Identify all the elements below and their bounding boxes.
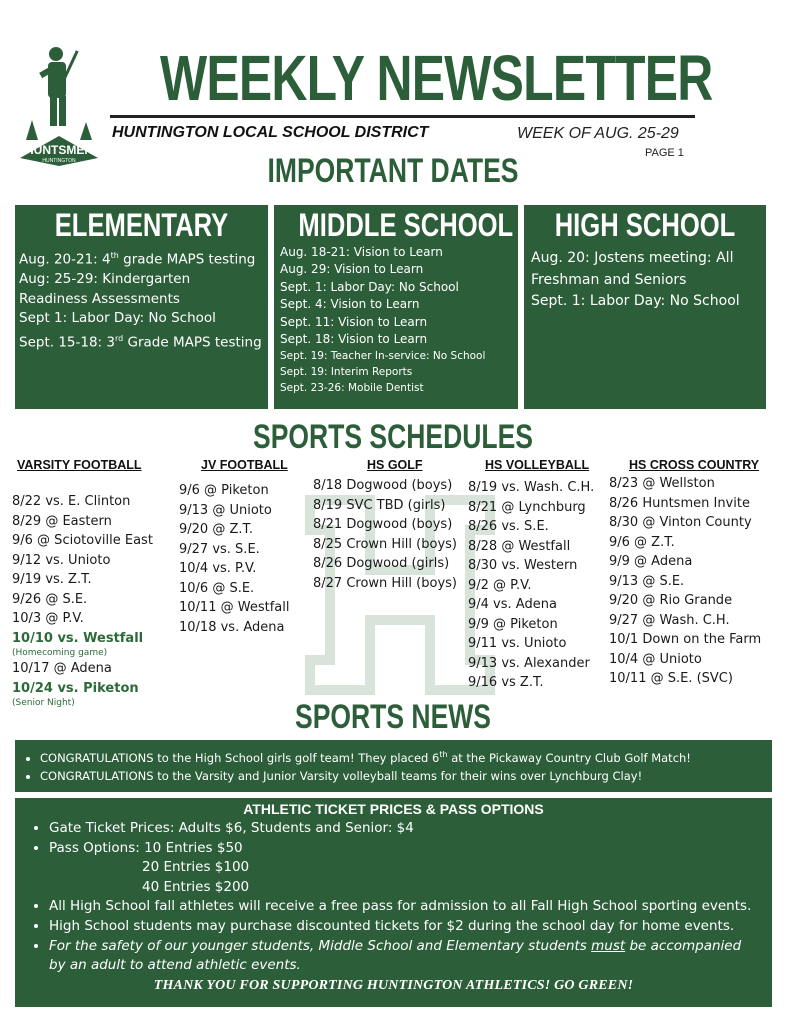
meet-item: 10/11 @ S.E. (SVC)	[609, 671, 733, 686]
game-item: 8/28 @ Westfall	[468, 538, 571, 554]
varsity-football-column	[12, 458, 153, 709]
varsity-football-heading: VARSITY FOOTBALL	[17, 458, 142, 472]
important-dates-heading: IMPORTANT DATES	[267, 152, 519, 190]
hs-volleyball-column	[468, 458, 594, 693]
match-item: 8/27 Crown Hill (boys)	[313, 575, 457, 591]
high-school-box	[524, 205, 766, 409]
game-item: 9/26 @ S.E.	[12, 591, 88, 607]
page-number: PAGE 1	[645, 147, 684, 159]
middle-item: Sept. 11: Vision to Learn	[280, 314, 428, 329]
match-item: 8/18 Dogwood (boys)	[313, 478, 453, 493]
match-item: 8/25 Crown Hill (boys)	[313, 536, 457, 552]
high-item: Sept. 1: Labor Day: No School	[531, 293, 740, 309]
elementary-box	[15, 205, 268, 409]
elementary-item: Aug. 20-21: 4th grade MAPS testing	[19, 251, 256, 268]
meet-item: 9/9 @ Adena	[609, 554, 693, 569]
game-note: (Senior Night)	[12, 698, 75, 708]
game-item: 9/12 vs. Unioto	[12, 552, 111, 568]
game-item: 8/21 @ Lynchburg	[468, 499, 586, 515]
middle-item: Aug. 18-21: Vision to Learn	[280, 245, 443, 259]
middle-item: Aug. 29: Vision to Learn	[280, 262, 424, 277]
week-of: WEEK OF AUG. 25-29	[517, 125, 679, 142]
elementary-heading: ELEMENTARY	[54, 207, 229, 243]
game-item: 10/10 vs. Westfall	[12, 630, 144, 646]
ticket-item: • Gate Ticket Prices: Adults $6, Students and Senior: $4	[49, 819, 772, 839]
elementary-item: Sept. 15-18: 3rd Grade MAPS testing	[19, 333, 262, 351]
match-item: 8/21 Dogwood (boys)	[313, 517, 453, 532]
meet-item: 9/13 @ S.E.	[609, 573, 685, 589]
svg-text:HUNTSMEN: HUNTSMEN	[25, 143, 93, 157]
meet-item: 10/4 @ Unioto	[609, 651, 702, 667]
hs-cross-country-heading: HS CROSS COUNTRY	[629, 458, 760, 472]
middle-school-box	[274, 205, 518, 409]
meet-item: 8/30 @ Vinton County	[609, 515, 752, 530]
sports-schedules-heading: SPORTS SCHEDULES	[253, 418, 533, 456]
hs-golf-heading: HS GOLF	[367, 458, 423, 472]
game-item: 10/24 vs. Piketon	[12, 680, 139, 696]
game-note: (Homecoming game)	[12, 648, 108, 658]
game-item: 9/2 @ P.V.	[468, 577, 532, 593]
middle-item: Sept. 1: Labor Day: No School	[280, 279, 459, 294]
sports-news-box	[15, 740, 772, 792]
elementary-item: Aug: 25-29: Kindergarten Readiness Assessments	[19, 271, 191, 307]
game-item: 10/4 vs. P.V.	[179, 561, 257, 576]
game-item: 9/9 @ Piketon	[468, 616, 558, 632]
elementary-item: Sept 1: Labor Day: No School	[19, 310, 216, 327]
game-item: 10/18 vs. Adena	[179, 619, 285, 635]
sports-news-heading: SPORTS NEWS	[295, 698, 491, 736]
game-item: 8/26 vs. S.E.	[468, 519, 549, 534]
newsletter-title: WEEKLY NEWSLETTER	[160, 42, 713, 114]
game-item: 9/13 vs. Alexander	[468, 655, 590, 671]
meet-item: 8/23 @ Wellston	[609, 476, 715, 491]
hs-volleyball-heading: HS VOLLEYBALL	[485, 458, 590, 472]
ticket-item: • Pass Options: 10 Entries $50	[49, 839, 772, 859]
svg-text:HUNTINGTON: HUNTINGTON	[42, 158, 76, 164]
game-item: 10/6 @ S.E.	[179, 580, 255, 596]
match-item: 8/19 SVC TBD (girls)	[313, 497, 446, 513]
game-item: 8/22 vs. E. Clinton	[12, 494, 131, 509]
high-item: Aug. 20: Jostens meeting: All Freshman and Seniors	[531, 250, 734, 288]
middle-item: Sept. 19: Teacher In-service: No School	[280, 350, 486, 363]
game-item: 9/6 @ Sciotoville East	[12, 533, 153, 548]
huntsmen-logo	[20, 40, 98, 166]
game-item: 9/6 @ Piketon	[179, 483, 269, 498]
meet-item: 9/20 @ Rio Grande	[609, 593, 733, 608]
game-item: 10/17 @ Adena	[12, 661, 112, 676]
meet-item: 9/27 @ Wash. C.H.	[609, 612, 730, 628]
meet-item: 9/6 @ Z.T.	[609, 534, 675, 550]
game-item: 8/19 vs. Wash. C.H.	[468, 480, 595, 495]
title-divider	[110, 115, 695, 118]
game-item: 10/3 @ P.V.	[12, 611, 84, 626]
ticket-item: • For the safety of our younger students, Middle School and Elementary students must be accompanied by an adult to attend athletic events.	[49, 937, 772, 976]
jv-football-heading: JV FOOTBALL	[201, 458, 288, 472]
middle-item: Sept. 19: Interim Reports	[280, 366, 413, 379]
ticket-prices-box	[15, 798, 772, 1007]
game-item: 9/16 vs Z.T.	[468, 675, 544, 690]
game-item: 10/11 @ Westfall	[179, 600, 290, 615]
news-item: • CONGRATULATIONS to the Varsity and Junior Varsity volleyball teams for their wins over Lynchburg Clay!	[40, 767, 772, 785]
district-name: HUNTINGTON LOCAL SCHOOL DISTRICT	[112, 124, 429, 141]
middle-item: Sept. 23-26: Mobile Dentist	[280, 382, 424, 395]
jv-football-column	[179, 458, 289, 637]
game-item: 8/30 vs. Western	[468, 558, 578, 573]
game-item: 9/19 vs. Z.T.	[12, 572, 92, 587]
hs-cross-country-column	[609, 458, 761, 689]
game-item: 9/20 @ Z.T.	[179, 522, 254, 537]
ticket-item: • All High School fall athletes will receive a free pass for admission to all Fall High School sporting events.	[49, 897, 772, 917]
news-item: • CONGRATULATIONS to the High School girls golf team! They placed 6th at the Pickaway Country Club Golf Match!	[40, 746, 772, 767]
meet-item: 10/1 Down on the Farm	[609, 632, 762, 647]
match-item: 8/26 Dogwood (girls)	[313, 556, 450, 571]
ticket-item: 20 Entries $100	[142, 859, 250, 876]
game-item: 8/29 @ Eastern	[12, 513, 112, 529]
meet-item: 8/26 Huntsmen Invite	[609, 495, 750, 511]
ticket-item: • High School students may purchase discounted tickets for $2 during the school day for home events.	[49, 917, 772, 937]
thank-you-message: THANK YOU FOR SUPPORTING HUNTINGTON ATHLETICS! GO GREEN!	[153, 977, 634, 993]
game-item: 9/13 @ Unioto	[179, 502, 272, 518]
hs-golf-column	[313, 458, 457, 593]
middle-school-heading: MIDDLE SCHOOL	[298, 207, 514, 243]
game-item: 9/11 vs. Unioto	[468, 636, 567, 651]
game-item: 9/4 vs. Adena	[468, 597, 557, 612]
middle-item: Sept. 4: Vision to Learn	[280, 297, 420, 312]
ticket-item: 40 Entries $200	[142, 878, 250, 895]
middle-item: Sept. 18: Vision to Learn	[280, 332, 428, 347]
game-item: 9/27 vs. S.E.	[179, 541, 260, 557]
high-school-heading: HIGH SCHOOL	[554, 207, 736, 243]
ticket-prices-heading: ATHLETIC TICKET PRICES & PASS OPTIONS	[243, 801, 544, 817]
